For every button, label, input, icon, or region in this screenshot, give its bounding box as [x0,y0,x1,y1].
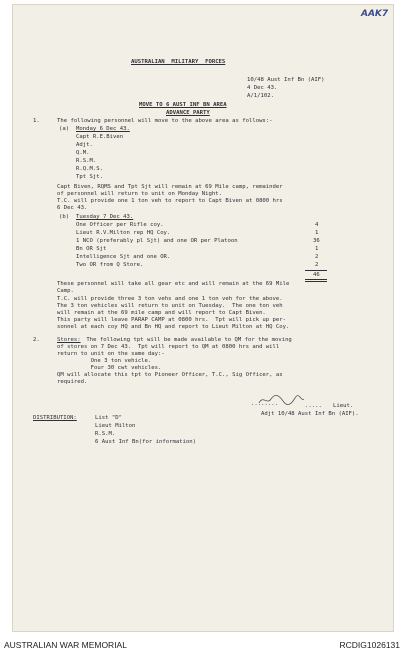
para2-line: of stores on 7 Dec 43. Tpt will report to QM at 0800 hrs and will [57,344,280,350]
distribution-item: R.S.M. [95,431,116,437]
b-row-qty: 1 [315,246,319,252]
b-text-line: Camp. [57,288,74,294]
a-text-line: T.C. will provide one 1 ton veh to report to Capt Biven at 0800 hrs [57,198,283,204]
signature-rank: Lieut. [333,403,354,409]
distribution-item: List "D" [95,415,122,421]
a-list-item: Capt R.E.Biven [76,134,124,140]
a-text-line: 6 Dec 43. [57,205,88,211]
total-rule [305,281,327,282]
distribution-item: 6 Aust Inf Bn(for information) [95,439,197,445]
b-row-qty: 4 [315,222,319,228]
b-row-item: One Officer per Rifle coy. [76,222,164,228]
a-list-item: R.S.M. [76,158,97,164]
a-list-item: Tpt Sjt. [76,174,103,180]
document-subtitle: ADVANCE PARTY [166,110,210,116]
total-rule [305,279,327,280]
handwritten-signature [257,393,305,407]
signature-fill: ..... [305,403,322,409]
handwritten-reference: AAK7 [361,9,389,19]
para2-line: The following tpt will be made available to QM for the moving [83,337,292,343]
document-date: 4 Dec 43. [247,85,278,91]
para2-label: Stores: [57,337,81,343]
a-list-item: R.Q.M.S. [76,166,103,172]
para2-number: 2. [33,337,40,343]
b-row-qty: 2 [315,262,319,268]
unit-designation: 10/48 Aust Inf Bn (AIF) [247,77,325,83]
a-text-line: Capt Biven, RQMS and Tpt Sjt will remain at 69 Mile camp, remainder [57,184,283,190]
para2-line: One 3 ton vehicle. [57,358,152,364]
para2-line: return to unit on the same day:- [57,351,165,357]
b-row-qty: 1 [315,230,319,236]
a-list-item: Adjt. [76,142,93,148]
b-row-item: Two OR from Q Store. [76,262,144,268]
footer-id: RCDIG1026131 [339,640,400,650]
b-text-line: sonnel at each coy HQ and Bn HQ and report to Lieut Milton at HQ Coy. [57,324,290,330]
signature-dots: ........ [251,401,278,407]
document-reference: A/1/102. [247,93,274,99]
document-title: MOVE TO 6 AUST INF BN AREA [139,102,227,108]
b-row-item: Lieut R.V.Milton rep HQ Coy. [76,230,171,236]
b-text-line: This party will leave PARAP CAMP at 0800 hrs. Tpt will pick up per- [57,317,287,323]
b-text-line: will remain at the 69 mile camp and will report to Capt Biven. [57,310,266,316]
document-heading: AUSTRALIAN MILITARY FORCES [131,59,226,65]
para1-b-label: (b) [59,214,70,220]
para2-line: required. [57,379,88,385]
distribution-item: Lieut Milton [95,423,136,429]
document-page [12,4,394,632]
total-rule [305,270,327,271]
para2-line: QM will allocate this tpt to Pioneer Officer, T.C., Sig Officer, as [57,372,283,378]
footer-source: AUSTRALIAN WAR MEMORIAL [4,640,127,650]
archive-footer [0,633,404,654]
para1-number: 1. [33,118,40,124]
b-text-line: T.C. will provide three 3 ton vehs and one 1 ton veh for the above. [57,296,283,302]
b-row-item: Bn OR Sjt [76,246,107,252]
para2-line: Four 30 cwt vehicles. [57,365,162,371]
b-row-item: Intelligence Sjt and one OR. [76,254,171,260]
distribution-label: DISTRIBUTION: [33,415,77,421]
a-list-item: Q.M. [76,150,90,156]
b-text-line: The 3 ton vehicles will return to unit on Tuesday. The one ton veh [57,303,283,309]
para1-a-day: Monday 6 Dec 43. [76,126,130,132]
b-row-qty: 2 [315,254,319,260]
para1-intro: The following personnel will move to the above area as follows:- [57,118,273,124]
signature-role: Adjt 10/48 Aust Inf Bn (AIF). [261,411,359,417]
para1-a-label: (a) [59,126,70,132]
b-total: 46 [313,272,320,278]
b-text-line: These personnel will take all gear etc and will remain at the 69 Mile [57,281,290,287]
b-row-qty: 36 [313,238,320,244]
para1-b-day: Tuesday 7 Dec 43. [76,214,134,220]
b-row-item: 1 NCO (preferably pl Sjt) and one OR per Platoon [76,238,238,244]
a-text-line: of personnel will return to unit on Monday Night. [57,191,223,197]
